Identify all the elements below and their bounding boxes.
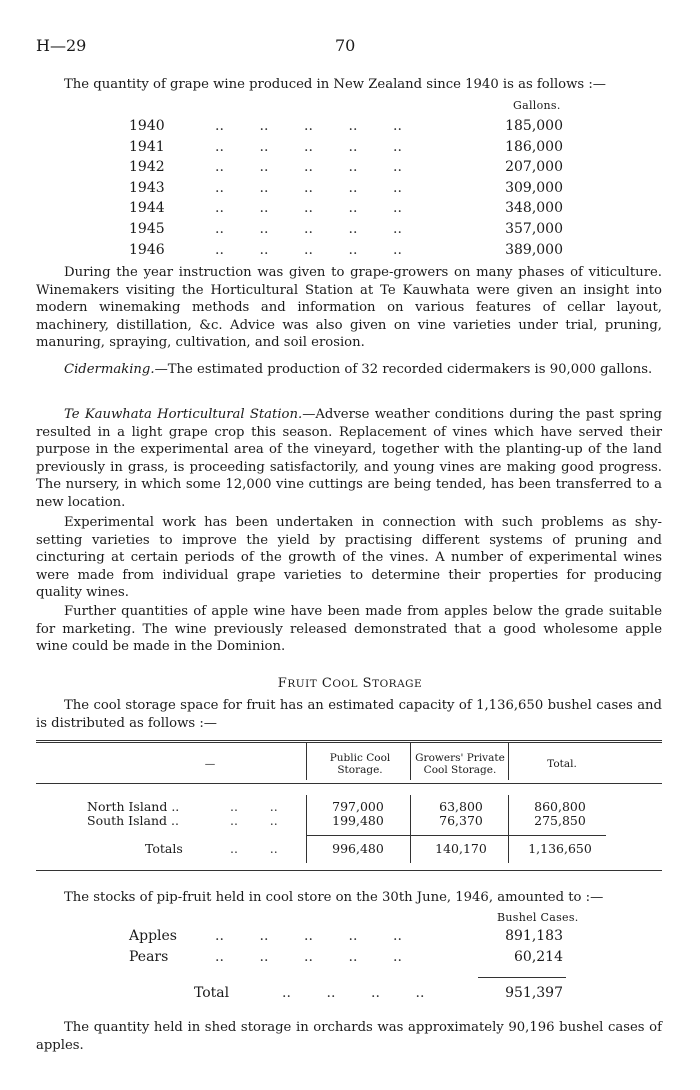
report-reference: H—29: [36, 36, 87, 55]
leader-dots: .. .. .. .. ..: [215, 138, 402, 155]
wine-units-label: Gallons.: [513, 99, 561, 112]
table-divider: [410, 795, 411, 863]
totals-leader-dots: .. ..: [230, 841, 278, 856]
stocks-total-label: Total: [194, 985, 230, 1001]
leader-dots: .. ..: [230, 813, 278, 828]
apple-wine-paragraph: Further quantities of apple wine have been made from apples below the grade suitable for marketing. The wine previously released demonstrated that a good wholesome apple wine could be made in the Dominion.: [36, 604, 662, 655]
private-cool-value: 76,370: [439, 813, 483, 828]
wine-gallons: 185,000: [505, 118, 563, 134]
leader-dots: .. .. .. .. ..: [215, 159, 402, 176]
leader-dots: .. .. .. .. ..: [215, 221, 402, 237]
header-public-cool: Public Cool Storage.: [329, 752, 391, 776]
stub-header-dash: —: [204, 758, 216, 770]
island-label: South Island ..: [87, 813, 179, 828]
wine-year: 1942: [129, 159, 165, 176]
fruit-label: Apples: [129, 928, 177, 944]
stocks-total-row: [0, 985, 700, 1005]
wine-gallons: 207,000: [505, 159, 563, 176]
cidermaking-lead: Cidermaking.: [64, 362, 155, 377]
wine-row: [0, 159, 700, 179]
stocks-units-label: Bushel Cases.: [497, 911, 579, 924]
page-number: 70: [335, 36, 356, 55]
stocks-sum-rule: [478, 977, 566, 978]
leader-dots: .. .. .. .. ..: [215, 179, 402, 196]
fruit-value: 60,214: [514, 949, 563, 965]
wine-year: 1941: [129, 138, 165, 155]
leader-dots: .. .. .. .. ..: [215, 118, 402, 134]
total-value: 275,850: [534, 813, 586, 828]
table-divider: [410, 742, 411, 780]
wine-gallons: 186,000: [505, 138, 563, 155]
header-rule: [36, 783, 662, 784]
wine-row: [0, 221, 700, 241]
section-heading-text: FRUIT COOL STORAGE: [277, 676, 423, 691]
stocks-intro: The stocks of pip-fruit held in cool store on the 30th June, 1946, amounted to :—: [64, 890, 604, 905]
table-top-rule: [36, 740, 662, 741]
wine-gallons: 348,000: [505, 200, 563, 217]
fruit-label: Pears: [129, 949, 169, 965]
leader-dots: .. .. .. .. ..: [215, 241, 402, 258]
wine-row: [0, 242, 700, 262]
table-bottom-rule: [36, 870, 662, 871]
leader-dots: .. .. .. .. ..: [215, 200, 402, 217]
wine-row: [0, 200, 700, 220]
station-lead: Te Kauwhata Horticultural Station.: [64, 407, 303, 422]
cool-storage-intro: The cool storage space for fruit has an estimated capacity of 1,136,650 bushel cases and is distributed as follows :—: [36, 698, 662, 731]
stocks-total-value: 951,397: [505, 985, 563, 1001]
totals-public: 996,480: [332, 841, 384, 856]
cidermaking-paragraph: [36, 361, 662, 379]
wine-intro: The quantity of grape wine produced in New Zealand since 1940 is as follows :—: [64, 77, 606, 92]
totals-total: 1,136,650: [528, 841, 592, 856]
private-cool-value: 63,800: [439, 799, 483, 814]
wine-row: [0, 118, 700, 138]
stocks-total-dots: .. .. .. ..: [282, 985, 425, 1001]
leader-dots: .. .. .. .. ..: [215, 949, 402, 965]
wine-row: [0, 180, 700, 200]
section-heading: [0, 676, 700, 691]
leader-dots: .. .. .. .. ..: [215, 928, 402, 944]
header-growers-private: Growers' Private Cool Storage.: [415, 752, 505, 776]
totals-label: Totals: [145, 841, 183, 856]
cidermaking-text: —The estimated production of 32 recorded cidermakers is 90,000 gallons.: [154, 362, 653, 377]
table-top-rule-2: [36, 742, 662, 743]
table-divider: [306, 742, 307, 780]
station-text: —Adverse weather conditions during the past spring resulted in a light grape crop this season. Replacement of vines which have served their purpose in the experimental area of the vineyard, together with the planting-up of the land previously in grass, is proceeding satisfactorily, and young vines are making good progress. The nursery, in which some 12,000 vine cuttings are being tended, has been transferred to a new location.: [36, 407, 662, 510]
wine-gallons: 389,000: [505, 241, 563, 258]
stocks-row: [0, 949, 700, 969]
wine-year: 1944: [129, 200, 165, 217]
leader-dots: .. ..: [230, 799, 278, 814]
total-value: 860,800: [534, 799, 586, 814]
wine-year: 1946: [129, 241, 165, 258]
public-cool-value: 797,000: [332, 799, 384, 814]
wine-gallons: 309,000: [505, 179, 563, 196]
wine-row: [0, 139, 700, 159]
wine-gallons: 357,000: [505, 221, 563, 237]
header-total: Total.: [547, 758, 577, 770]
wine-year: 1943: [129, 179, 165, 196]
public-cool-value: 199,480: [332, 813, 384, 828]
totals-private: 140,170: [435, 841, 487, 856]
instruction-paragraph: During the year instruction was given to grape-growers on many phases of viticulture. Winemakers visiting the Horticultural Station at Te Kauwhata were given an insight into modern winemaking methods and information on various features of cellar layout, machinery, distillation, &c. Advice was also given on vine varieties under trial, pruning, manuring, spraying, cultivation, and soil erosion.: [36, 265, 662, 351]
stocks-row: [0, 928, 700, 948]
wine-year: 1945: [129, 221, 165, 237]
table-divider: [508, 742, 509, 780]
fruit-value: 891,183: [505, 928, 563, 944]
shed-storage-paragraph: The quantity held in shed storage in orchards was approximately 90,196 bushel cases of apples.: [36, 1020, 662, 1053]
station-paragraph: [36, 406, 662, 512]
experimental-paragraph: Experimental work has been undertaken in connection with such problems as shy-setting varieties to improve the yield by practising different systems of pruning and cincturing at certain periods of the growth of the vines. A number of experimental wines were made from individual grape varieties to determine their properties for producing quality wines.: [36, 515, 662, 601]
island-label: North Island ..: [87, 799, 180, 814]
wine-year: 1940: [129, 118, 165, 134]
table-divider: [306, 795, 307, 863]
totals-rule: [306, 835, 606, 836]
